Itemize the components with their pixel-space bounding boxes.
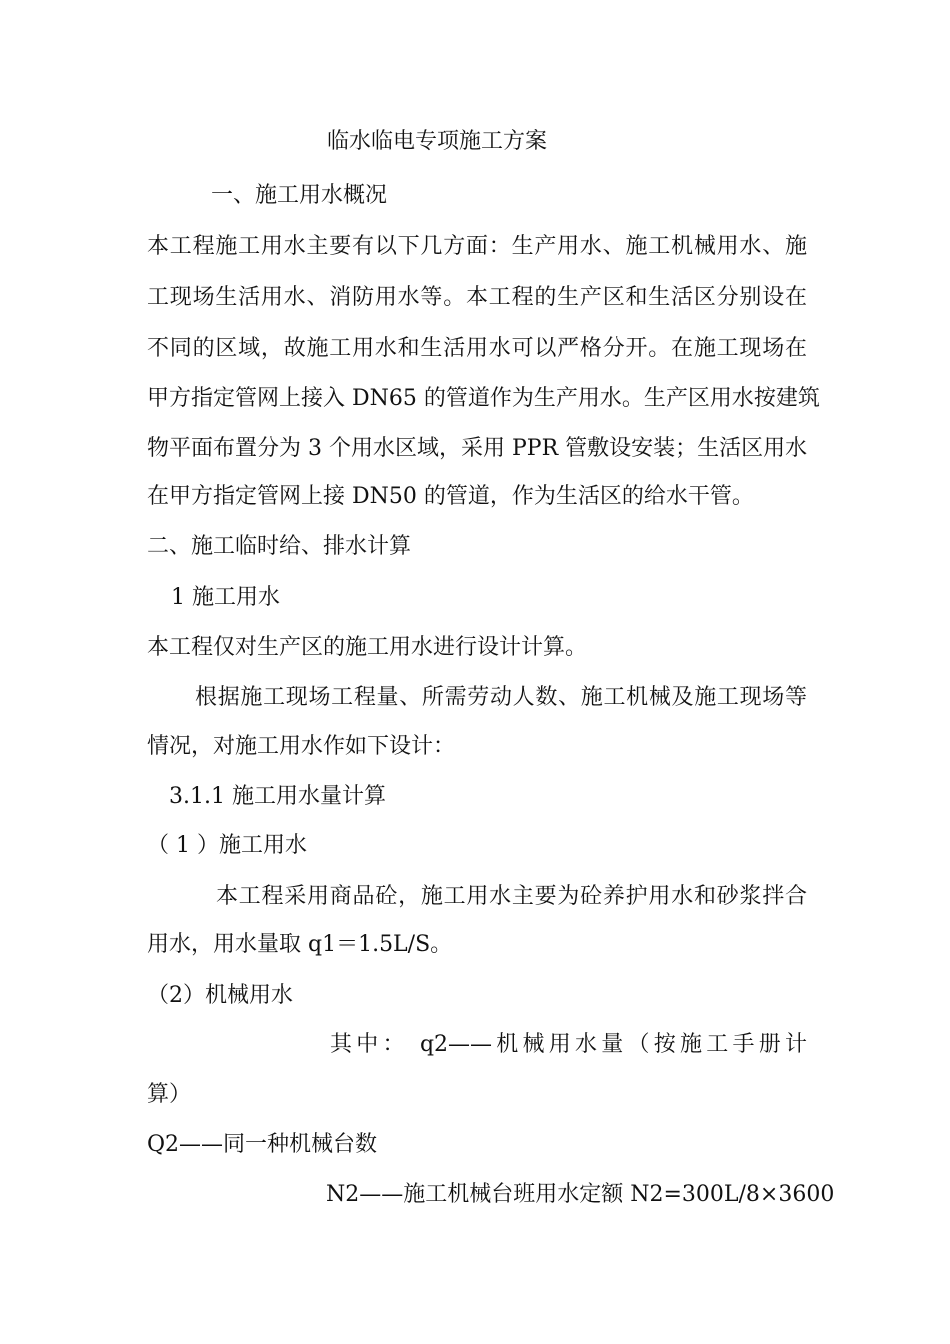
para3-line-1: 根据施工现场工程量、所需劳动人数、施工机械及施工现场等 <box>195 685 807 710</box>
para1-line-1: 本工程施工用水主要有以下几方面：生产用水、施工机械用水、施 <box>147 234 807 259</box>
para1-line-4: 甲方指定管网上接入 DN65 的管道作为生产用水。生产区用水按建筑 <box>147 386 820 411</box>
para4-line-2: 用水，用水量取 q1＝1.5L/S。 <box>147 932 453 957</box>
note-line-2: 算） <box>147 1082 192 1107</box>
para4-line-1: 本工程采用商品砼，施工用水主要为砼养护用水和砂浆拌合 <box>216 884 807 909</box>
item1-heading: （ 1 ）施工用水 <box>147 833 307 858</box>
para1-line-2: 工现场生活用水、消防用水等。本工程的生产区和生活区分别设在 <box>147 285 807 310</box>
document-title: 临水临电专项施工方案 <box>327 129 548 154</box>
para3-line-2: 情况，对施工用水作如下设计： <box>147 734 456 759</box>
para2: 本工程仅对生产区的施工用水进行设计计算。 <box>147 635 588 660</box>
sub1-heading: 1 施工用水 <box>171 585 280 610</box>
para1-line-5: 物平面布置分为 3 个用水区域，采用 PPR 管敷设安装；生活区用水 <box>147 436 808 461</box>
item2-heading: （2）机械用水 <box>147 983 293 1008</box>
q2-definition: Q2——同一种机械台数 <box>147 1132 378 1157</box>
para1-line-6: 在甲方指定管网上接 DN50 的管道，作为生活区的给水干管。 <box>147 484 754 509</box>
n2-definition: N2——施工机械台班用水定额 N2=300L/8×3600 <box>326 1182 835 1207</box>
sub311-heading: 3.1.1 施工用水量计算 <box>169 784 386 809</box>
para1-line-3: 不同的区域，故施工用水和生活用水可以严格分开。在施工现场在 <box>147 336 807 361</box>
section2-heading: 二、施工临时给、排水计算 <box>147 534 412 559</box>
section1-heading: 一、施工用水概况 <box>211 183 388 208</box>
note-line-1: 其中： q2——机械用水量（按施工手册计 <box>330 1032 807 1057</box>
